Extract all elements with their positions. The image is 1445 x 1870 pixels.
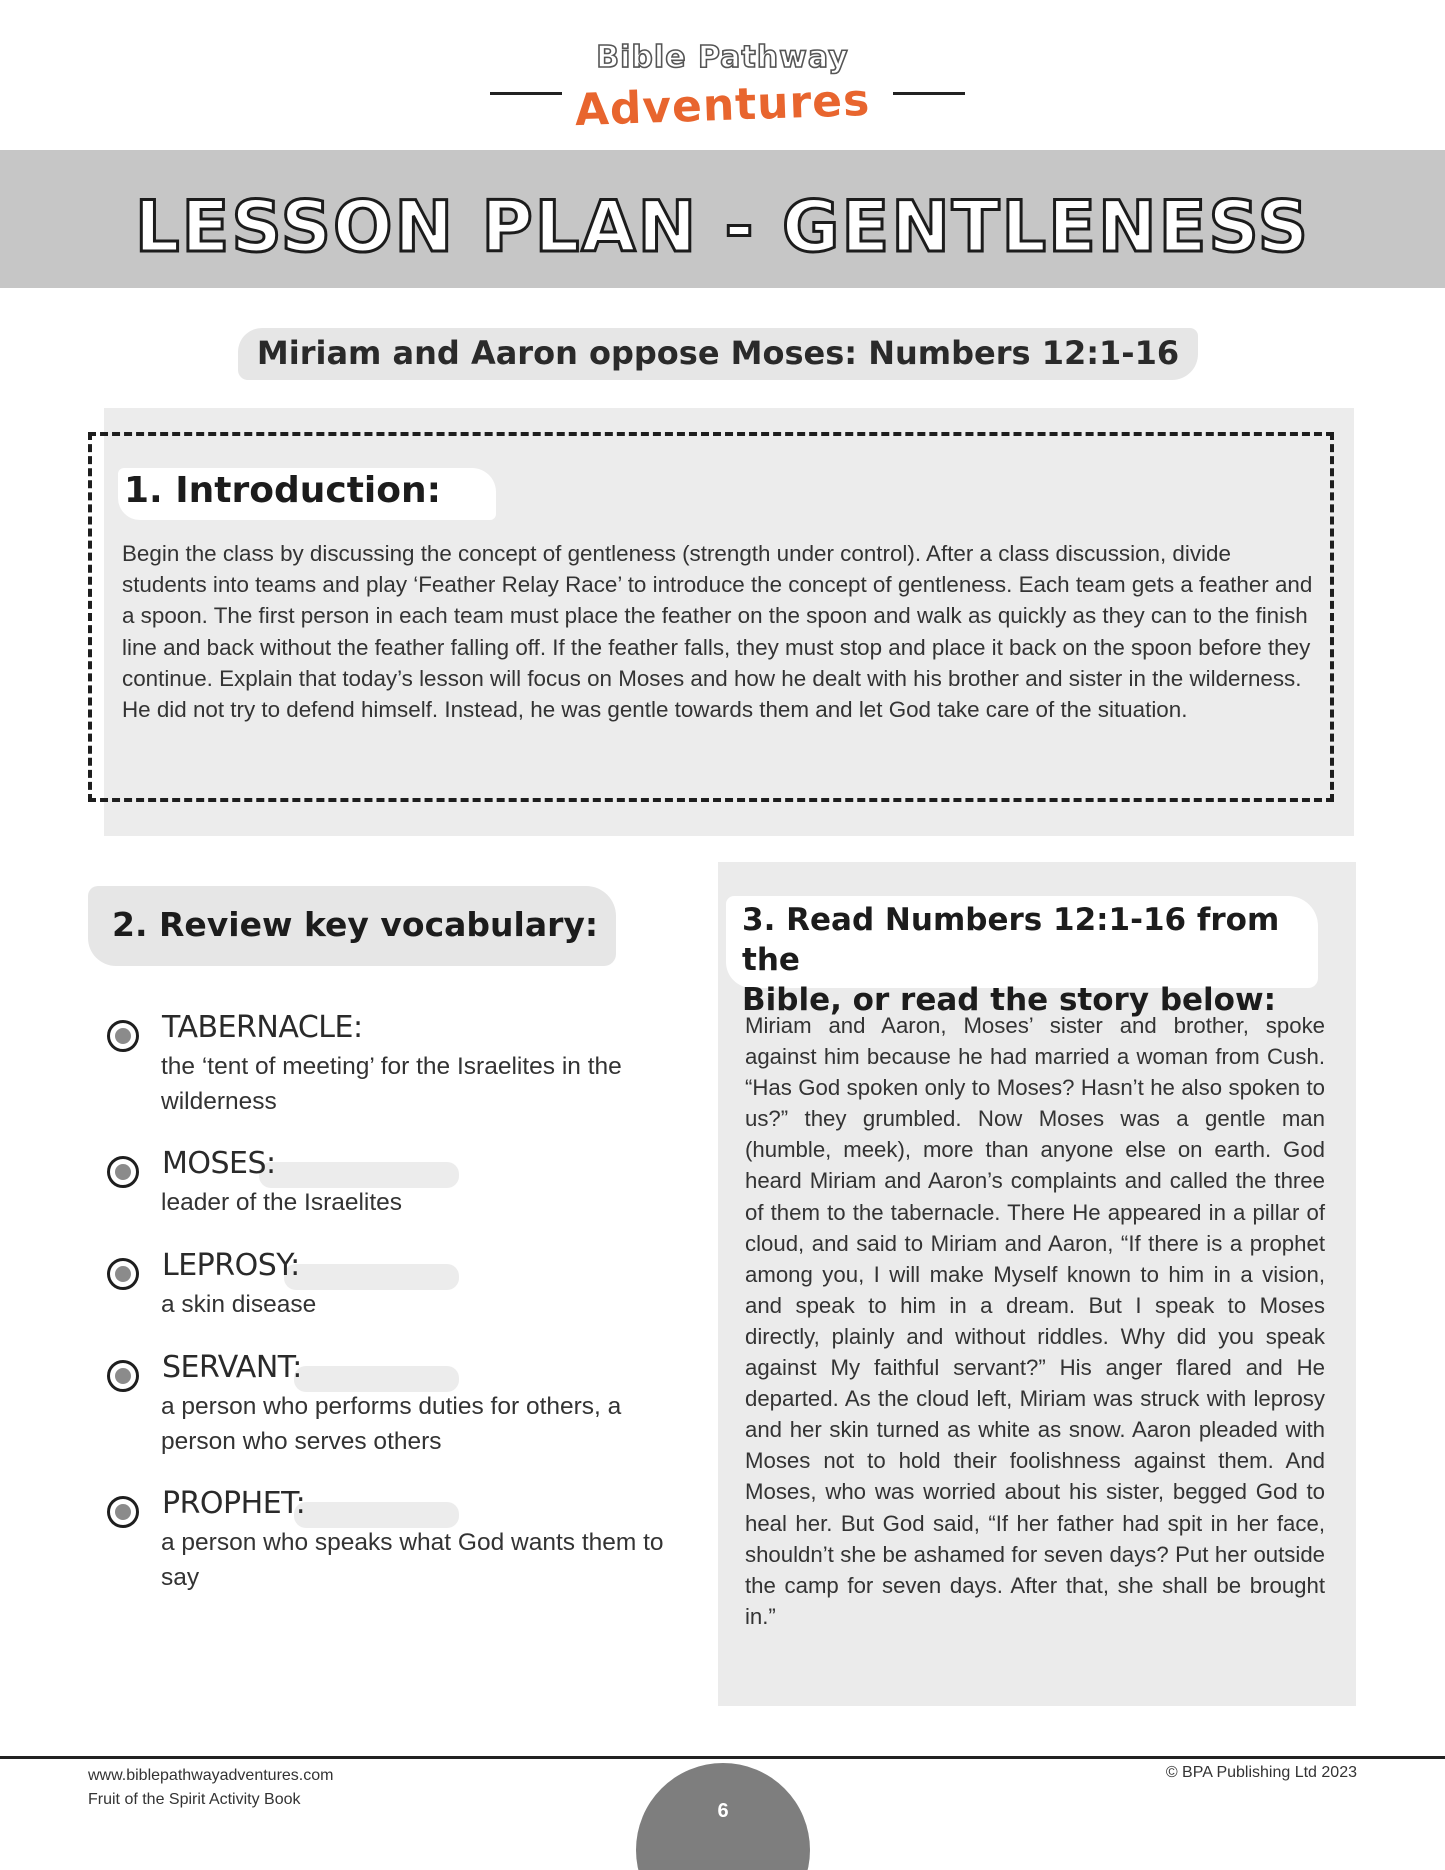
logo	[0, 34, 1445, 137]
logo-divider-right	[893, 92, 965, 95]
vocabulary-term: PROPHET:	[162, 1486, 306, 1521]
page-subtitle: Miriam and Aaron oppose Moses: Numbers 12:1-16	[256, 334, 1180, 372]
vocabulary-definition: a person who performs duties for others, a person who serves others	[161, 1393, 622, 1455]
vocabulary-term: SERVANT:	[162, 1350, 302, 1385]
page-title: LESSON PLAN - GENTLENESS	[134, 186, 1311, 268]
vocabulary-definition: a skin disease	[161, 1291, 317, 1318]
logo-text-bottom: Adventures	[573, 74, 872, 137]
vocabulary-definition: the ‘tent of meeting’ for the Israelites in the wilderness	[161, 1053, 622, 1115]
bullet-icon	[107, 1156, 139, 1188]
bullet-icon	[107, 1360, 139, 1392]
footer-website-link[interactable]: www.biblepathwayadventures.com	[88, 1767, 334, 1784]
bullet-icon	[107, 1020, 139, 1052]
introduction-text: Begin the class by discussing the concept of gentleness (strength under control). After a class discussion, divide students into teams and play ‘Feather Relay Race’ to introduce the concept of gentleness. Each team gets a feather and a spoon. The first person in each team must place the feather on the spoon and walk as quickly as they can to the finish line and back without the feather falling off. If the feather falls, they must stop and place it back on the spoon before they continue. Explain that today’s lesson will focus on Moses and how he dealt with his brother and sister in the wilderness. He did not try to defend himself. Instead, he was gentle towards them and let God take care of the situation.	[122, 541, 1313, 723]
story-heading-line: Bible, or read the story below:	[742, 982, 1276, 1018]
vocabulary-term: LEPROSY:	[162, 1248, 300, 1283]
footer-copyright: © BPA Publishing Ltd 2023	[1165, 1764, 1357, 1781]
story-heading	[742, 900, 1342, 1020]
logo-text-top: Bible Pathway	[596, 40, 849, 75]
bullet-icon	[107, 1258, 139, 1290]
story-heading-line: 3. Read Numbers 12:1-16 from the	[742, 902, 1280, 978]
page-number: 6	[717, 1800, 729, 1822]
term-brush	[294, 1502, 459, 1528]
vocabulary-definition: a person who speaks what God wants them to say	[161, 1529, 664, 1591]
vocabulary-definition: leader of the Israelites	[161, 1189, 403, 1216]
title-band	[0, 150, 1445, 288]
vocabulary-term: TABERNACLE:	[162, 1010, 363, 1045]
term-brush	[259, 1162, 459, 1188]
bullet-icon	[107, 1496, 139, 1528]
story-text: Miriam and Aaron, Moses’ sister and brother, spoke against him because he had married a woman from Cush. “Has God spoken only to Moses? Hasn’t he also spoken to us?” they grumbled. Now Moses was a gentle man (humble, meek), more than anyone else on earth. God heard Miriam and Aaron’s complaints and called the three of them to the tabernacle. There He appeared in a pillar of cloud, and said to Miriam and Aaron, “If there is a prophet among you, I will make Myself known to him in a vision, and speak to him in a dream. But I speak to Moses directly, plainly and without riddles. Why did you speak against My faithful servant?” His anger flared and He departed. As the cloud left, Miriam was struck with leprosy and her skin turned as white as snow. Aaron pleaded with Moses not to hold their foolishness against them. And Moses, who was worried about his sister, begged God to heal her. But God said, “If her father had spit in her face, shouldn’t she be ashamed for seven days? Put her outside the camp for seven days. After that, she shall be brought in.”	[745, 1013, 1325, 1629]
introduction-heading: 1. Introduction:	[124, 470, 442, 511]
footer-left	[88, 1764, 333, 1812]
vocabulary-heading: 2. Review key vocabulary:	[112, 905, 599, 944]
footer-divider	[0, 1756, 1445, 1759]
term-brush	[294, 1366, 459, 1392]
footer-book-title: Fruit of the Spirit Activity Book	[88, 1791, 301, 1808]
vocabulary-term: MOSES:	[162, 1146, 276, 1181]
term-brush	[284, 1264, 459, 1290]
